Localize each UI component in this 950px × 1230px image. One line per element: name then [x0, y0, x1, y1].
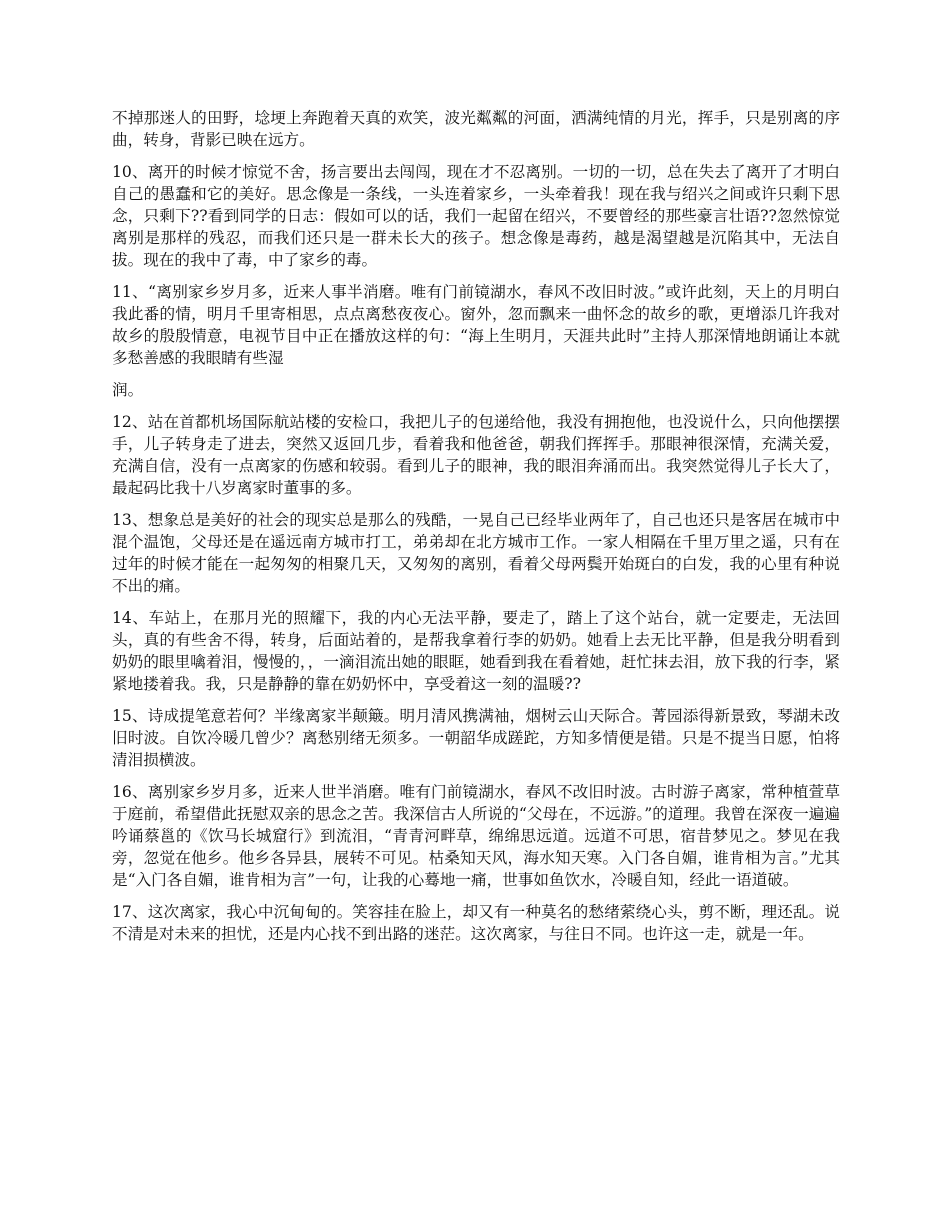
- paragraph-10: 10、离开的时候才惊觉不舍，扬言要出去闯闯，现在才不忍离别。一切的一切，总在失去了离开了才明白自己的愚蠢和它的美好。思念像是一条线，一头连着家乡，一头牵着我！现在我与绍兴之间或许只剩下思念，只剩下??看到同学的日志：假如可以的话，我们一起留在绍兴，不要曾经的那些豪言壮语??忽然惊觉离别是那样的残忍，而我们还只是一群未长大的孩子。想念像是毒药，越是渴望越是沉陷其中，无法自拔。现在的我中了毒，中了家乡的毒。: [112, 163, 840, 269]
- paragraph-16: 16、离别家乡岁月多，近来人世半消磨。唯有门前镜湖水，春风不改旧时波。古时游子离家，常种植萱草于庭前，希望借此抚慰双亲的思念之苦。我深信古人所说的“父母在，不远游。”的道理。我曾在深夜一遍遍吟诵蔡邕的《饮马长城窟行》到流泪，“青青河畔草，绵绵思远道。远道不可思，宿昔梦见之。梦见在我旁，忽觉在他乡。他乡各异县，展转不可见。枯桑知天风，海水知天寒。入门各自媚，谁肯相为言。”尤其是“入门各自媚，谁肯相为言”一句，让我的心蓦地一痛，世事如鱼饮水，冷暖自知，经此一语道破。: [112, 783, 840, 889]
- paragraph-13: 13、想象总是美好的社会的现实总是那么的残酷，一晃自己已经毕业两年了，自己也还只是客居在城市中混个温饱，父母还是在遥远南方城市打工，弟弟却在北方城市工作。一家人相隔在千里万里之遥，只有在过年的时候才能在一起匆匆的相聚几天，又匆匆的离别，看着父母两鬓开始斑白的白发，我的心里有种说不出的痛。: [112, 511, 840, 595]
- paragraph-12: 12、站在首都机场国际航站楼的安检口，我把儿子的包递给他，我没有拥抱他，也没说什么，只向他摆摆手，儿子转身走了进去，突然又返回几步，看着我和他爸爸，朝我们挥挥手。那眼神很深情，充满关爱，充满自信，没有一点离家的伤感和较弱。看到儿子的眼神，我的眼泪奔涌而出。我突然觉得儿子长大了，最起码比我十八岁离家时董事的多。: [112, 413, 840, 497]
- paragraph-continuation: 不掉那迷人的田野，埝埂上奔跑着天真的欢笑，波光粼粼的河面，洒满纯情的月光，挥手，只是别离的序曲，转身，背影已映在远方。: [112, 109, 840, 149]
- paragraph-11: 11、“离别家乡岁月多，近来人事半消磨。唯有门前镜湖水，春风不改旧时波。”或许此刻，天上的月明白我此番的情，明月千里寄相思，点点离愁夜夜心。窗外，忽而飘来一曲怀念的故乡的歌，更增添几许我对故乡的殷殷情意，电视节目中正在播放这样的句：“海上生明月，天涯共此时”主持人那深情地朗诵让本就多愁善感的我眼睛有些湿: [112, 283, 840, 367]
- paragraph-11-tail: 润。: [112, 381, 144, 399]
- paragraph-14: 14、车站上，在那月光的照耀下，我的内心无法平静，要走了，踏上了这个站台，就一定要走，无法回头，真的有些舍不得，转身，后面站着的，是帮我拿着行李的奶奶。她看上去无比平静，但是我分明看到奶奶的眼里噙着泪，慢慢的，，一滴泪流出她的眼眶，她看到我在看着她，赶忙抹去泪，放下我的行李，紧紧地搂着我。我，只是静静的靠在奶奶怀中，享受着这一刻的温暖??: [112, 609, 840, 693]
- paragraph-17: 17、这次离家，我心中沉甸甸的。笑容挂在脸上，却又有一种莫名的愁绪萦绕心头，剪不断，理还乱。说不清是对未来的担忧，还是内心找不到出路的迷茫。这次离家，与往日不同。也许这一走，就是一年。: [112, 903, 840, 943]
- document-page: [112, 107, 840, 955]
- paragraph-15: 15、诗成提笔意若何？半缘离家半颠簸。明月清风携满袖，烟树云山天际合。菁园添得新景致，琴湖未改旧时波。自饮冷暖几曾少？离愁别绪无须多。一朝韶华成蹉跎，方知多情便是错。只是不提当日愿，怕将清泪损横波。: [112, 707, 840, 769]
